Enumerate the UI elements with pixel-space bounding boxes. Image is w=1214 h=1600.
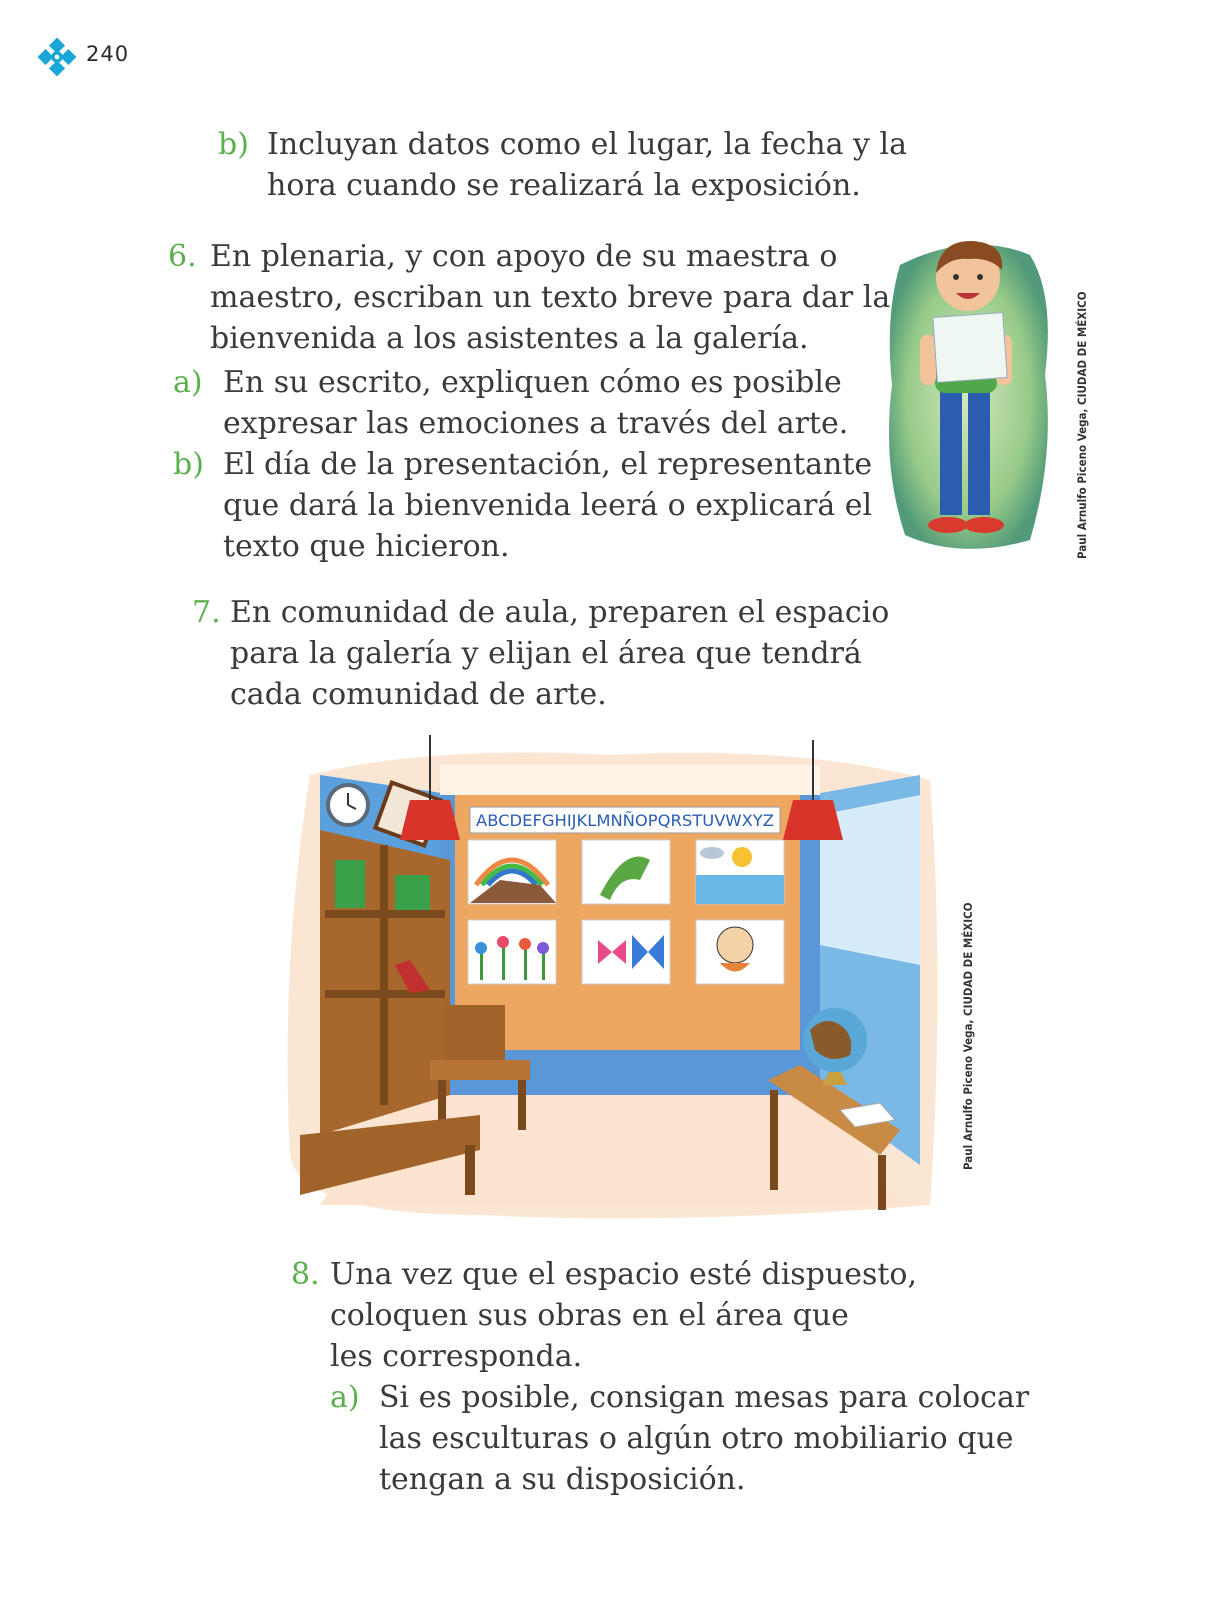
item-line: coloquen sus obras en el área que [330, 1298, 849, 1333]
item-line: cada comunidad de arte. [230, 677, 607, 712]
classroom-illustration [280, 735, 945, 1230]
logo-icon [38, 38, 76, 76]
item-line: que dará la bienvenida leerá o explicará el [223, 488, 873, 523]
item-line: hora cuando se realizará la exposición. [267, 168, 861, 203]
boy-credit: Paul Arnulfo Piceno Vega, CIUDAD DE MÉXICO [1075, 291, 1089, 559]
item-marker: a) [330, 1380, 360, 1415]
item-line: En su escrito, expliquen cómo es posible [223, 365, 842, 400]
item-line: El día de la presentación, el representante [223, 447, 873, 482]
alphabet-banner: ABCDEFGHIJKLMNÑOPQRSTUVWXYZ [476, 811, 775, 830]
item-line: las esculturas o algún otro mobiliario que [379, 1421, 1014, 1456]
item-line: En plenaria, y con apoyo de su maestra o [210, 239, 838, 274]
item-marker: 8. [291, 1257, 320, 1292]
item-line: Si es posible, consigan mesas para colocar [379, 1380, 1030, 1415]
item-line: texto que hicieron. [223, 529, 510, 564]
item-marker: b) [218, 127, 249, 162]
classroom-credit: Paul Arnulfo Piceno Vega, CIUDAD DE MÉXICO [961, 902, 975, 1170]
item-marker: a) [173, 365, 203, 400]
item-line: tengan a su disposición. [379, 1462, 746, 1497]
boy-illustration [880, 235, 1055, 560]
item-line: maestro, escriban un texto breve para dar la [210, 280, 891, 315]
item-marker: b) [173, 447, 204, 482]
item-line: bienvenida a los asistentes a la galería. [210, 321, 809, 356]
item-line: les corresponda. [330, 1339, 583, 1374]
item-line: En comunidad de aula, preparen el espacio [230, 595, 890, 630]
item-line: para la galería y elijan el área que tendrá [230, 636, 862, 671]
item-line: expresar las emociones a través del arte. [223, 406, 849, 441]
page-number: 240 [86, 42, 130, 66]
item-line: Una vez que el espacio esté dispuesto, [330, 1257, 918, 1292]
item-marker: 6. [168, 239, 197, 274]
item-marker: 7. [192, 595, 221, 630]
item-line: Incluyan datos como el lugar, la fecha y la [267, 127, 908, 162]
